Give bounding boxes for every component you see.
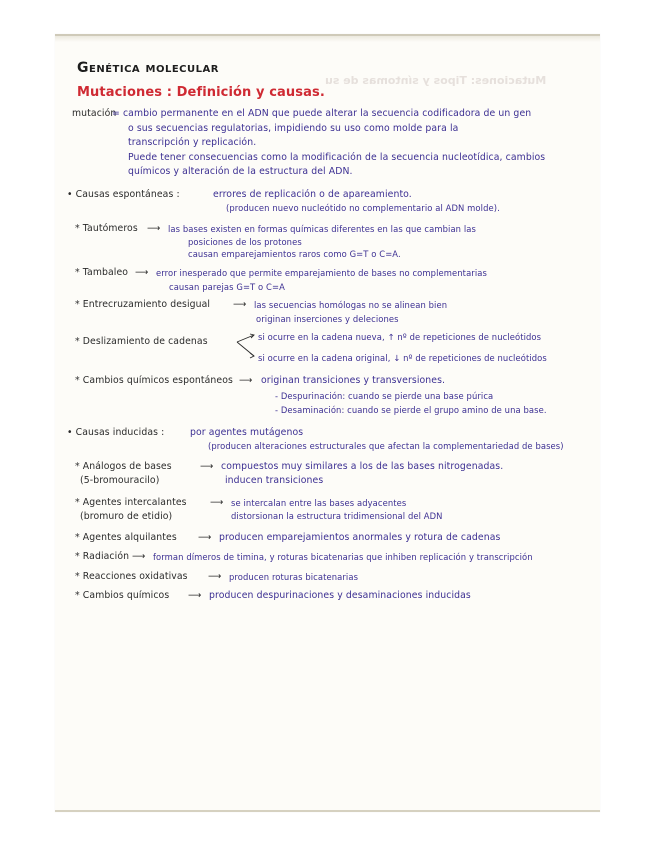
notebook-page — [55, 34, 600, 812]
definition-line: transcripción y replicación. — [128, 137, 257, 148]
arrow-icon: ⟶ — [210, 497, 224, 508]
analogos-line: compuestos muy similares a los de las bases nitrogenadas. — [221, 461, 504, 472]
definition-line: o sus secuencias regulatorias, impidiendo su uso como molde para la — [128, 123, 459, 134]
arrow-icon: ⟶ — [132, 551, 146, 562]
spontaneous-label: • Causas espontáneas : — [67, 189, 180, 200]
analogos-line: inducen transiciones — [225, 475, 324, 486]
analogos-label: * Análogos de bases — [75, 461, 172, 472]
tambaleo-line: causan parejas G=T o C=A — [169, 282, 285, 292]
arrow-icon: ⟶ — [135, 267, 149, 278]
deslizamiento-line: si ocurre en la cadena original, ↓ nº de repeticiones de nucleótidos — [258, 353, 547, 363]
radiacion-label: * Radiación — [75, 551, 130, 562]
tambaleo-label: * Tambaleo — [75, 267, 129, 278]
cambios-espontaneos-line: - Desaminación: cuando se pierde el grupo amino de una base. — [275, 405, 547, 415]
quimicos-label: * Cambios químicos — [75, 590, 170, 601]
arrow-icon: ⟶ — [233, 299, 247, 310]
entrecruzamiento-line: las secuencias homólogas no se alinean bien — [254, 300, 448, 310]
analogos-note: (5-bromouracilo) — [80, 475, 160, 486]
alquilantes-label: * Agentes alquilantes — [75, 532, 177, 543]
section-heading: Mutaciones : Definición y causas. — [77, 85, 325, 100]
intercalantes-line: se intercalan entre las bases adyacentes — [231, 498, 407, 508]
tautomeros-label: * Tautómeros — [75, 223, 138, 234]
definition-line: = cambio permanente en el ADN que puede alterar la secuencia codificadora de un gen — [112, 108, 532, 119]
branch-arrow-icon — [236, 332, 258, 362]
definition-line: químicos y alteración de la estructura del ADN. — [128, 166, 353, 177]
alquilantes-line: producen emparejamientos anormales y rotura de cadenas — [219, 532, 501, 543]
deslizamiento-line: si ocurre en la cadena nueva, ↑ nº de repeticiones de nucleótidos — [258, 332, 542, 342]
definition-line: Puede tener consecuencias como la modificación de la secuencia nucleotídica, cambios — [128, 152, 546, 163]
spontaneous-line: (producen nuevo nucleótido no complementario al ADN molde). — [226, 203, 500, 213]
arrow-icon: ⟶ — [188, 590, 202, 601]
tambaleo-line: error inesperado que permite emparejamiento de bases no complementarias — [156, 268, 487, 278]
induced-line: por agentes mutágenos — [190, 427, 304, 438]
cambios-espontaneos-line: originan transiciones y transversiones. — [261, 375, 446, 386]
arrow-icon: ⟶ — [198, 532, 212, 543]
cambios-espontaneos-label: * Cambios químicos espontáneos — [75, 375, 233, 386]
intercalantes-note: (bromuro de etidio) — [80, 511, 173, 522]
intercalantes-label: * Agentes intercalantes — [75, 497, 187, 508]
cambios-espontaneos-line: - Despurinación: cuando se pierde una base púrica — [275, 391, 494, 401]
bleed-through-text: Mutaciones: Tipos y síntomas de su — [325, 74, 547, 87]
tautomeros-line: las bases existen en formas químicas diferentes en las que cambian las — [168, 224, 476, 234]
page-title: Genética molecular — [77, 60, 219, 76]
quimicos-line: producen despurinaciones y desaminaciones inducidas — [209, 590, 471, 601]
entrecruzamiento-line: originan inserciones y deleciones — [256, 314, 399, 324]
entrecruzamiento-label: * Entrecruzamiento desigual — [75, 299, 211, 310]
oxidativas-line: producen roturas bicatenarias — [229, 572, 359, 582]
tautomeros-line: causan emparejamientos raros como G=T o C=A. — [188, 249, 401, 259]
arrow-icon: ⟶ — [200, 461, 214, 472]
arrow-icon: ⟶ — [147, 223, 161, 234]
spontaneous-line: errores de replicación o de apareamiento. — [213, 189, 412, 200]
arrow-icon: ⟶ — [239, 375, 253, 386]
arrow-icon: ⟶ — [208, 571, 222, 582]
oxidativas-label: * Reacciones oxidativas — [75, 571, 188, 582]
intercalantes-line: distorsionan la estructura tridimensional del ADN — [231, 511, 443, 521]
tautomeros-line: posiciones de los protones — [188, 237, 302, 247]
definition-term: mutación — [72, 108, 117, 119]
radiacion-line: forman dímeros de timina, y roturas bicatenarias que inhiben replicación y transcripción — [153, 552, 533, 562]
deslizamiento-label: * Deslizamiento de cadenas — [75, 336, 208, 347]
induced-line: (producen alteraciones estructurales que afectan la complementariedad de bases) — [208, 441, 564, 451]
induced-label: • Causas inducidas : — [67, 427, 165, 438]
